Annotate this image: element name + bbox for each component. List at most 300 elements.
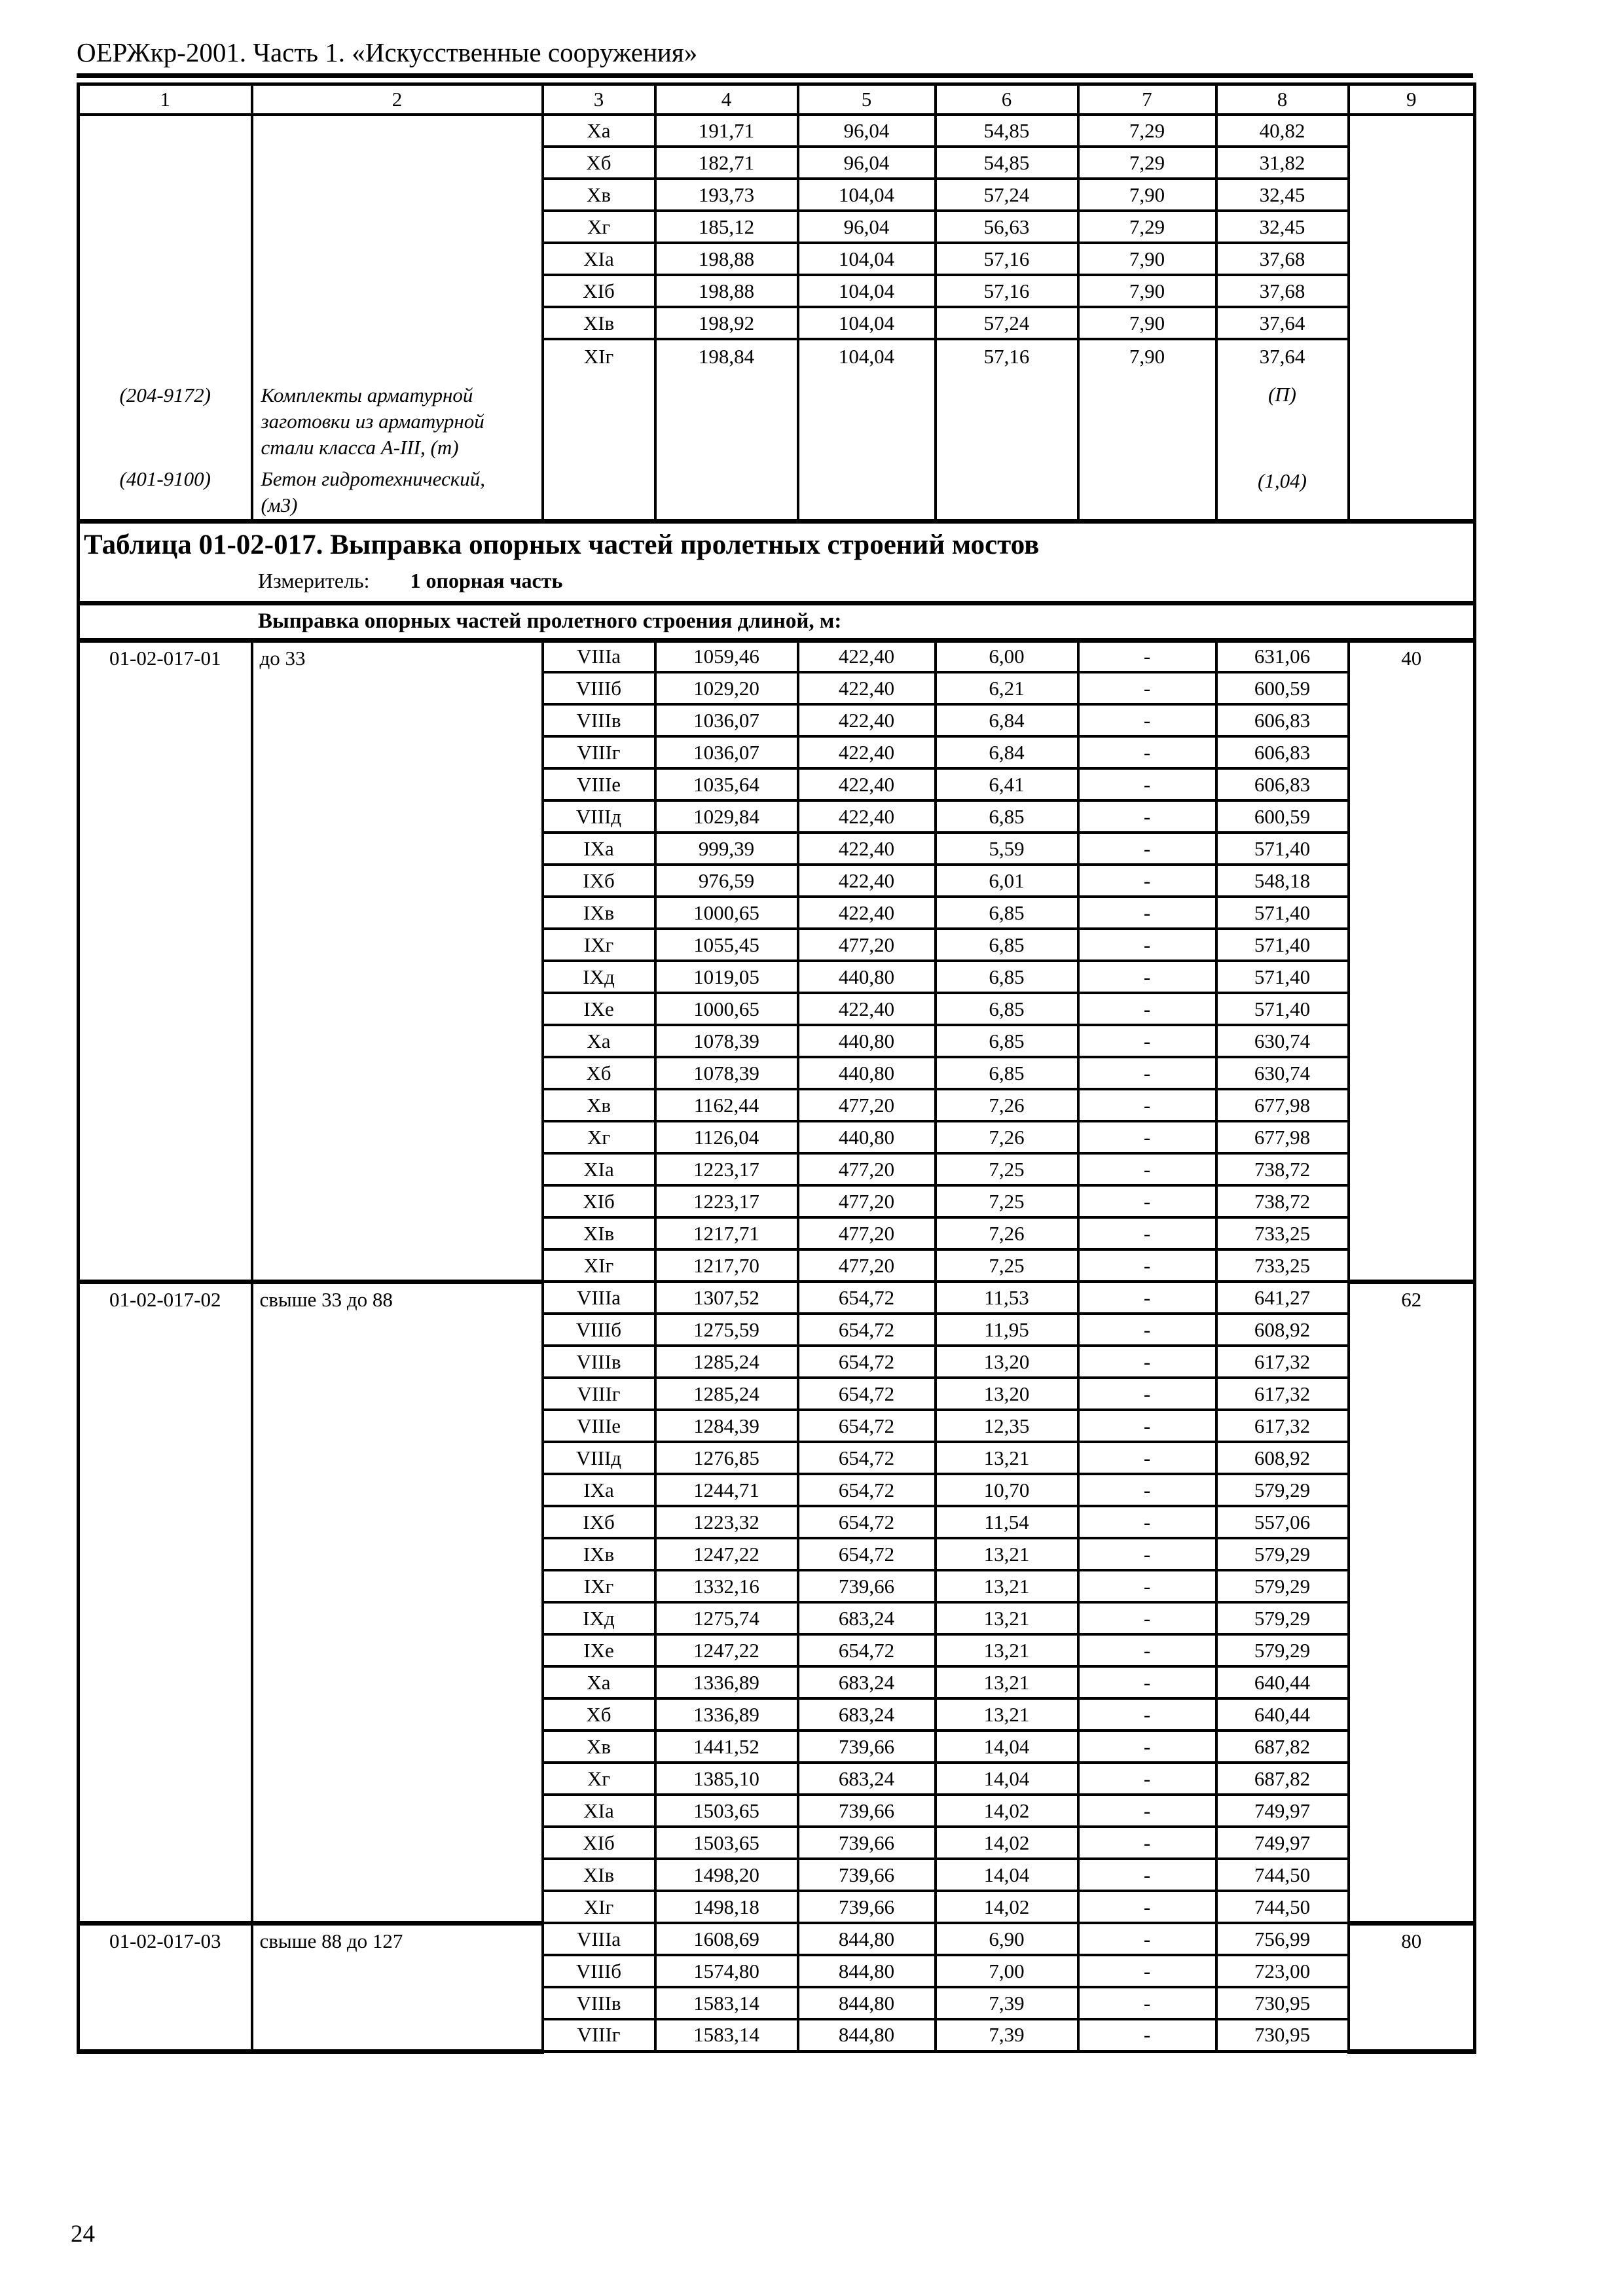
cell: 733,25	[1216, 1217, 1349, 1249]
band-cell: Выправка опорных частей пролетного строения длиной, м:	[79, 603, 1475, 640]
cell-index: Хв	[543, 1731, 655, 1763]
cell: 422,40	[798, 833, 936, 865]
cell-index: VIIIе	[543, 768, 655, 800]
cell-index: IXв	[543, 897, 655, 929]
cell: 422,40	[798, 768, 936, 800]
cell: 738,72	[1216, 1185, 1349, 1217]
cell: 1503,65	[655, 1827, 798, 1859]
cell-index: IXа	[543, 833, 655, 865]
cell: -	[1078, 1923, 1216, 1955]
measurer-label: Измеритель:	[258, 568, 370, 592]
measurer-value: 1 опорная часть	[410, 568, 563, 592]
cell: -	[1078, 1763, 1216, 1795]
cell: 723,00	[1216, 1955, 1349, 1987]
cell: 654,72	[798, 1314, 936, 1346]
cell: 1336,89	[655, 1698, 798, 1731]
cell: 198,84	[655, 339, 798, 521]
cell-index: XIв	[543, 1217, 655, 1249]
cell-index: XIг	[543, 1891, 655, 1923]
cell: 57,16	[936, 243, 1078, 275]
cell-index: VIIIд	[543, 800, 655, 833]
resource-name-line: Комплекты арматурной	[261, 384, 473, 406]
cell-index: Хг	[543, 1763, 655, 1795]
cell: -	[1078, 1057, 1216, 1089]
cell-index: VIIIа	[543, 1282, 655, 1314]
cell-index: Хб	[543, 1057, 655, 1089]
cell: 440,80	[798, 1121, 936, 1153]
cell: 57,24	[936, 307, 1078, 339]
cell: 7,25	[936, 1153, 1078, 1185]
title-cell	[79, 521, 1475, 603]
norm-range-cell: до 33	[252, 640, 543, 1282]
cell: 738,72	[1216, 1153, 1349, 1185]
cell: 733,25	[1216, 1249, 1349, 1282]
cell: 7,00	[936, 1955, 1078, 1987]
cell-index: XIб	[543, 1185, 655, 1217]
column-header: 2	[252, 84, 543, 115]
cell: -	[1078, 672, 1216, 704]
cell: -	[1078, 897, 1216, 929]
cell: -	[1078, 961, 1216, 993]
cell: 6,85	[936, 929, 1078, 961]
cell: 730,95	[1216, 1987, 1349, 2019]
cell: 104,04	[798, 243, 936, 275]
cell: 13,20	[936, 1378, 1078, 1410]
cell: 557,06	[1216, 1506, 1349, 1538]
cell: -	[1078, 1891, 1216, 1923]
cell: 654,72	[798, 1346, 936, 1378]
cell: 1583,14	[655, 2019, 798, 2051]
cell: 6,85	[936, 897, 1078, 929]
section-01-02-017-01	[79, 640, 1475, 1282]
cell: 1244,71	[655, 1474, 798, 1506]
cell: 6,85	[936, 961, 1078, 993]
cell: 1276,85	[655, 1442, 798, 1474]
cell-index: Хб	[543, 147, 655, 179]
cell: 14,02	[936, 1795, 1078, 1827]
cell-index: XIг	[543, 339, 655, 521]
cell-index: XIа	[543, 243, 655, 275]
cell: -	[1078, 1506, 1216, 1538]
cell: -	[1078, 736, 1216, 768]
cell: -	[1078, 1859, 1216, 1891]
cell: 687,82	[1216, 1763, 1349, 1795]
cell: 6,85	[936, 1057, 1078, 1089]
cell: 654,72	[798, 1634, 936, 1666]
cell: 13,21	[936, 1602, 1078, 1634]
norm-range-cell: свыше 33 до 88	[252, 1282, 543, 1923]
column-header: 9	[1349, 84, 1475, 115]
cell: 1441,52	[655, 1731, 798, 1763]
cell-index: VIIIа	[543, 1923, 655, 1955]
cell-index: Ха	[543, 115, 655, 147]
cell: 640,44	[1216, 1698, 1349, 1731]
cell: -	[1078, 1987, 1216, 2019]
cell: 13,21	[936, 1634, 1078, 1666]
cell: 13,21	[936, 1666, 1078, 1698]
cell: 56,63	[936, 211, 1078, 243]
resource-name-cell	[252, 339, 543, 521]
cell: 1275,59	[655, 1314, 798, 1346]
cell: 608,92	[1216, 1314, 1349, 1346]
cell: 6,85	[936, 1025, 1078, 1057]
cell-index: IXд	[543, 961, 655, 993]
norm-col9-cell: 62	[1349, 1282, 1475, 1923]
cell: 37,64	[1216, 307, 1349, 339]
cell: 1059,46	[655, 640, 798, 672]
cell: 683,24	[798, 1666, 936, 1698]
cell: 422,40	[798, 993, 936, 1025]
cell: 13,20	[936, 1346, 1078, 1378]
cell: 1285,24	[655, 1378, 798, 1410]
cell: 571,40	[1216, 897, 1349, 929]
spacer	[261, 461, 541, 466]
cell: 1285,24	[655, 1346, 798, 1378]
cell: 1247,22	[655, 1538, 798, 1570]
cell: 1126,04	[655, 1121, 798, 1153]
cell: -	[1078, 2019, 1216, 2051]
cell: 193,73	[655, 179, 798, 211]
cell: -	[1078, 1025, 1216, 1057]
cell: 600,59	[1216, 800, 1349, 833]
cell-index: VIIIб	[543, 672, 655, 704]
spacer	[80, 408, 251, 466]
band-row	[79, 603, 1475, 640]
cell: 185,12	[655, 211, 798, 243]
cell: -	[1078, 1666, 1216, 1698]
section-01-02-017-02	[79, 1282, 1475, 1923]
cell: 1223,17	[655, 1185, 798, 1217]
cell: 1503,65	[655, 1795, 798, 1827]
cell: -	[1078, 1089, 1216, 1121]
cell: 1035,64	[655, 768, 798, 800]
cell: 12,35	[936, 1410, 1078, 1442]
cell-index: VIIIв	[543, 1987, 655, 2019]
page-number: 24	[71, 2221, 95, 2248]
cell: -	[1078, 833, 1216, 865]
cell: 1029,20	[655, 672, 798, 704]
cell: 6,85	[936, 800, 1078, 833]
cell: 5,59	[936, 833, 1078, 865]
cell: 548,18	[1216, 865, 1349, 897]
cell: 6,00	[936, 640, 1078, 672]
table-row	[79, 1282, 1475, 1314]
cell: 13,21	[936, 1698, 1078, 1731]
cell: 440,80	[798, 1025, 936, 1057]
cell-index: VIIIа	[543, 640, 655, 672]
cell: 1385,10	[655, 1763, 798, 1795]
cell: -	[1078, 993, 1216, 1025]
cell: 617,32	[1216, 1378, 1349, 1410]
cell-index: Хг	[543, 211, 655, 243]
cell: 54,85	[936, 147, 1078, 179]
cell: 40,82	[1216, 115, 1349, 147]
cell-index: Ха	[543, 1666, 655, 1698]
cell: -	[1078, 1474, 1216, 1506]
cell: 756,99	[1216, 1923, 1349, 1955]
cell: 7,26	[936, 1121, 1078, 1153]
empty-cell	[1349, 115, 1475, 339]
cell: 14,02	[936, 1827, 1078, 1859]
cell-index: XIа	[543, 1153, 655, 1185]
cell: 477,20	[798, 1153, 936, 1185]
cell: 844,80	[798, 1987, 936, 2019]
cell: 683,24	[798, 1602, 936, 1634]
column-header: 7	[1078, 84, 1216, 115]
cell-index: IXг	[543, 1570, 655, 1602]
resource-name-line: (м3)	[261, 493, 298, 516]
cell: 739,66	[798, 1731, 936, 1763]
cell: 6,41	[936, 768, 1078, 800]
cell-index: Хб	[543, 1698, 655, 1731]
cell: 844,80	[798, 1955, 936, 1987]
section-01-02-017-03	[79, 1923, 1475, 2051]
cell: 606,83	[1216, 736, 1349, 768]
cell: -	[1078, 1217, 1216, 1249]
header-rule	[77, 73, 1473, 78]
resource-code: (401-9100)	[119, 467, 211, 490]
continuation-resources	[79, 339, 1475, 521]
cell-index: VIIIв	[543, 1346, 655, 1378]
cell: 654,72	[798, 1378, 936, 1410]
cell: 6,90	[936, 1923, 1078, 1955]
cell: 641,27	[1216, 1282, 1349, 1314]
cell: 677,98	[1216, 1121, 1349, 1153]
cell: 6,01	[936, 865, 1078, 897]
table-title-block	[79, 521, 1475, 640]
cell-index: VIIIг	[543, 2019, 655, 2051]
norm-col9-cell: 80	[1349, 1923, 1475, 2051]
cell: 677,98	[1216, 1089, 1349, 1121]
cell: 571,40	[1216, 993, 1349, 1025]
cell: 1284,39	[655, 1410, 798, 1442]
cell: 687,82	[1216, 1731, 1349, 1763]
table-row	[79, 115, 1475, 147]
cell: -	[1078, 640, 1216, 672]
cell: -	[1078, 1570, 1216, 1602]
cell: 37,68	[1216, 243, 1349, 275]
resource-code-cell	[79, 339, 252, 521]
cell: 6,21	[936, 672, 1078, 704]
cell: 96,04	[798, 115, 936, 147]
cell-index: Хв	[543, 179, 655, 211]
cell: -	[1078, 1249, 1216, 1282]
cell-index: IXд	[543, 1602, 655, 1634]
cell: 198,88	[655, 275, 798, 307]
cell: 422,40	[798, 640, 936, 672]
cell: -	[1078, 1378, 1216, 1410]
cell: 7,26	[936, 1089, 1078, 1121]
cell: -	[1078, 1153, 1216, 1185]
cell: 57,16	[936, 339, 1078, 521]
cell: 579,29	[1216, 1570, 1349, 1602]
cell-index: IXб	[543, 865, 655, 897]
cell-index: IXе	[543, 993, 655, 1025]
cell: 1217,71	[655, 1217, 798, 1249]
cell: 477,20	[798, 929, 936, 961]
cell: 1019,05	[655, 961, 798, 993]
cell-index: Ха	[543, 1025, 655, 1057]
cell: 579,29	[1216, 1474, 1349, 1506]
continuation-rows	[79, 115, 1475, 339]
cell: 182,71	[655, 147, 798, 179]
cell-index: XIг	[543, 1249, 655, 1282]
cell-index: IXб	[543, 1506, 655, 1538]
resource-value: (1,04)	[1258, 469, 1307, 492]
cell: 606,83	[1216, 704, 1349, 736]
cell-index: XIв	[543, 1859, 655, 1891]
cell-index: VIIIд	[543, 1442, 655, 1474]
cell: 739,66	[798, 1891, 936, 1923]
cell: 1000,65	[655, 993, 798, 1025]
column-header: 6	[936, 84, 1078, 115]
cell: 844,80	[798, 2019, 936, 2051]
cell-index: IXа	[543, 1474, 655, 1506]
column-header: 4	[655, 84, 798, 115]
table-header	[79, 84, 1475, 115]
cell: 749,97	[1216, 1795, 1349, 1827]
cell: 7,29	[1078, 147, 1216, 179]
cell: 7,90	[1078, 243, 1216, 275]
cell: 1336,89	[655, 1666, 798, 1698]
cell: 57,24	[936, 179, 1078, 211]
cell: 1498,18	[655, 1891, 798, 1923]
cell: 579,29	[1216, 1634, 1349, 1666]
cell: 198,92	[655, 307, 798, 339]
cell: -	[1078, 768, 1216, 800]
cell: -	[1078, 1731, 1216, 1763]
cell-index: VIIIе	[543, 1410, 655, 1442]
cell: 7,90	[1078, 275, 1216, 307]
cell: 744,50	[1216, 1859, 1349, 1891]
cell: 654,72	[798, 1282, 936, 1314]
cell-index: IXе	[543, 1634, 655, 1666]
cell: 683,24	[798, 1763, 936, 1795]
cell: 11,53	[936, 1282, 1078, 1314]
measurer-line	[80, 569, 1473, 593]
cell: 104,04	[798, 307, 936, 339]
cell: 7,90	[1078, 307, 1216, 339]
cell: 7,39	[936, 1987, 1078, 2019]
cell: -	[1078, 1698, 1216, 1731]
cell: -	[1078, 1634, 1216, 1666]
cell: 14,04	[936, 1763, 1078, 1795]
cell: 422,40	[798, 800, 936, 833]
cell: 579,29	[1216, 1602, 1349, 1634]
cell: 37,68	[1216, 275, 1349, 307]
cell: 422,40	[798, 865, 936, 897]
cell: 654,72	[798, 1506, 936, 1538]
cell: 6,85	[936, 993, 1078, 1025]
cell: 739,66	[798, 1795, 936, 1827]
cell: 654,72	[798, 1538, 936, 1570]
norm-code-cell: 01-02-017-03	[79, 1923, 252, 2051]
cell: -	[1078, 1538, 1216, 1570]
cell-index: XIб	[543, 275, 655, 307]
cell: 7,25	[936, 1249, 1078, 1282]
cell: -	[1078, 1346, 1216, 1378]
empty-cell	[79, 115, 252, 339]
cell: 6,84	[936, 704, 1078, 736]
resource-value: (П)	[1267, 383, 1297, 406]
cell: 654,72	[798, 1442, 936, 1474]
cell: 477,20	[798, 1185, 936, 1217]
cell: 1223,17	[655, 1153, 798, 1185]
cell: 1217,70	[655, 1249, 798, 1282]
cell: 600,59	[1216, 672, 1349, 704]
cell: 631,06	[1216, 640, 1349, 672]
cell: 1036,07	[655, 736, 798, 768]
cell: 477,20	[798, 1217, 936, 1249]
cell: 571,40	[1216, 961, 1349, 993]
cell-index: XIа	[543, 1795, 655, 1827]
cell: 630,74	[1216, 1057, 1349, 1089]
cell: 1247,22	[655, 1634, 798, 1666]
cell: 608,92	[1216, 1442, 1349, 1474]
resource-code: (204-9172)	[119, 384, 211, 406]
cell: -	[1078, 1410, 1216, 1442]
cell-index: VIIIб	[543, 1314, 655, 1346]
cell: 440,80	[798, 961, 936, 993]
cell: 477,20	[798, 1249, 936, 1282]
resource-name-line: стали класса А-III, (т)	[261, 436, 459, 459]
cell: 57,16	[936, 275, 1078, 307]
cell: 14,04	[936, 1859, 1078, 1891]
cell: 1000,65	[655, 897, 798, 929]
cell: 844,80	[798, 1923, 936, 1955]
cell-index: IXг	[543, 929, 655, 961]
norm-range-cell: свыше 88 до 127	[252, 1923, 543, 2051]
cell: 11,54	[936, 1506, 1078, 1538]
cell: 579,29	[1216, 1538, 1349, 1570]
cell: 104,04	[798, 275, 936, 307]
cell: 54,85	[936, 115, 1078, 147]
cell: -	[1078, 1795, 1216, 1827]
cell: -	[1078, 1282, 1216, 1314]
norm-code-cell: 01-02-017-02	[79, 1282, 252, 1923]
cell: 31,82	[1216, 147, 1349, 179]
cell: 630,74	[1216, 1025, 1349, 1057]
cell: 1223,32	[655, 1506, 798, 1538]
column-header: 1	[79, 84, 252, 115]
cell: 13,21	[936, 1538, 1078, 1570]
cell: 14,04	[936, 1731, 1078, 1763]
cell: -	[1078, 865, 1216, 897]
table-row-tall	[79, 339, 1475, 521]
column-header: 3	[543, 84, 655, 115]
cell-index: VIIIг	[543, 1378, 655, 1410]
cell: 571,40	[1216, 833, 1349, 865]
cell: 654,72	[798, 1474, 936, 1506]
cell: 104,04	[798, 179, 936, 211]
table-title: Таблица 01-02-017. Выправка опорных частей пролетных строений мостов	[84, 529, 1040, 560]
cell-index: IXв	[543, 1538, 655, 1570]
cell: 96,04	[798, 147, 936, 179]
resource-name-line: заготовки из арматурной	[261, 410, 484, 433]
cell: 739,66	[798, 1827, 936, 1859]
cell: 6,84	[936, 736, 1078, 768]
cell: 1029,84	[655, 800, 798, 833]
table-header-row	[79, 84, 1475, 115]
cell: 976,59	[655, 865, 798, 897]
cell: 422,40	[798, 897, 936, 929]
cell: 1498,20	[655, 1859, 798, 1891]
cell: 440,80	[798, 1057, 936, 1089]
cell-index: VIIIб	[543, 1955, 655, 1987]
cell: 14,02	[936, 1891, 1078, 1923]
cell: 1078,39	[655, 1057, 798, 1089]
cell: 1275,74	[655, 1602, 798, 1634]
